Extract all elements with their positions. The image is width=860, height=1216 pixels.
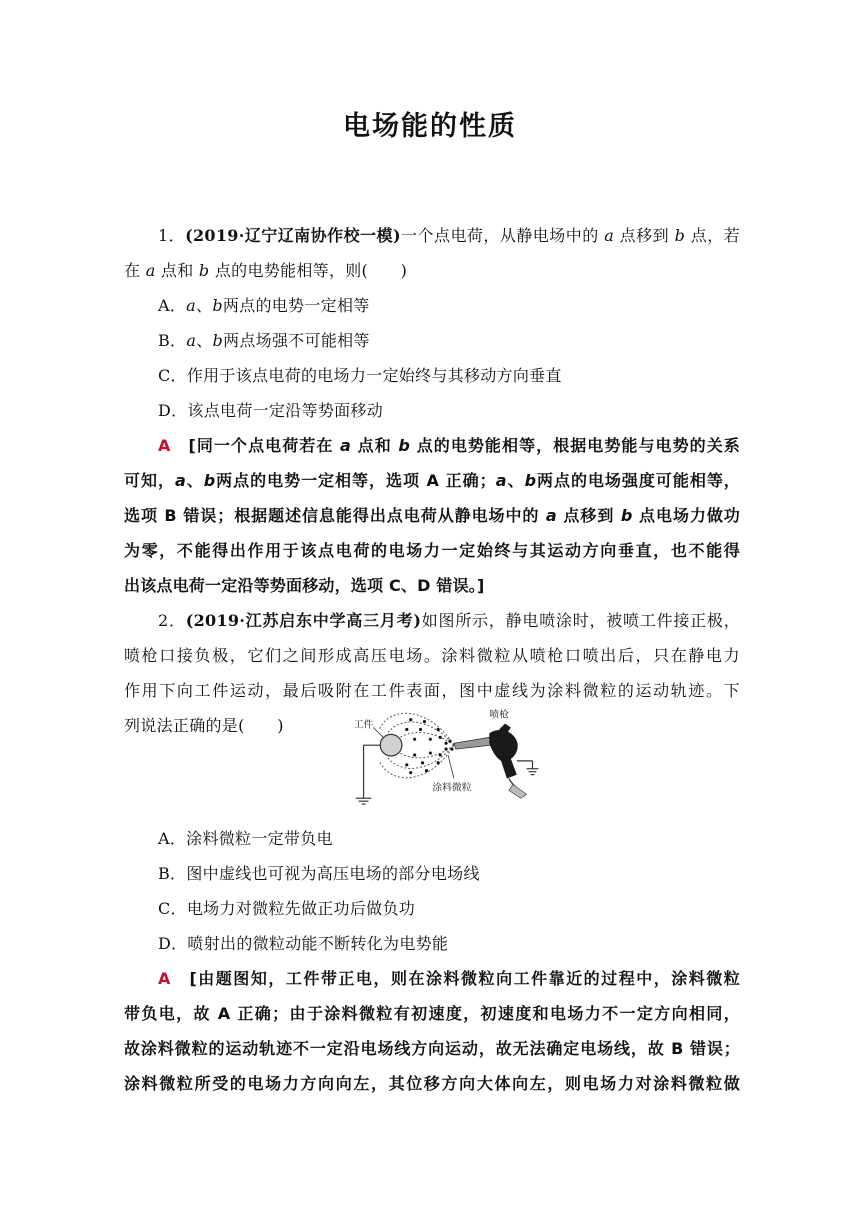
spray-diagram — [350, 700, 550, 810]
q1-answer-letter: A — [158, 436, 171, 455]
workpiece-ball — [380, 734, 402, 756]
q1-option-c: C．作用于该点电荷的电场力一定始终与其移动方向垂直 — [158, 366, 562, 385]
q1-explanation-line-2: 可知，a、b两点的电势一定相等，选项 A 正确；a、b两点的电场强度可能相等， — [124, 471, 740, 490]
q1-stem-line-2: 在 a 点和 b 点的电势能相等，则( ) — [124, 261, 408, 280]
q2-stem-line-3: 作用下向工件运动，最后吸附在工件表面，图中虚线为涂料微粒的运动轨迹。下 — [124, 681, 740, 700]
label-spray-gun: 喷枪 — [489, 709, 509, 721]
q2-explanation-line-2: 带负电，故 A 正确；由于涂料微粒有初速度，初速度和电场力不一定方向相同， — [124, 1004, 740, 1023]
q2-answer-letter: A — [158, 969, 171, 988]
q1-explanation-line-4: 为零，不能得出作用于该点电荷的电场力一定始终与其运动方向垂直，也不能得 — [124, 541, 740, 560]
q2-stem-line-4: 列说法正确的是( ) — [124, 716, 284, 735]
q1-stem-line-1: 1．(2019·辽宁辽南协作校一模)一个点电荷，从静电场中的 a 点移到 b 点，若 — [158, 226, 740, 245]
q2-explanation-line-3: 故涂料微粒的运动轨迹不一定沿电场线方向运动，故无法确定电场线，故 B 错误； — [124, 1039, 740, 1058]
label-coating-particle: 涂料微粒 — [432, 782, 472, 794]
q1-explanation-line-1: A [同一个点电荷若在 a 点和 b 点的电势能相等，根据电势能与电势的关系 — [158, 436, 740, 455]
q2-option-c: C．电场力对微粒先做正功后做负功 — [158, 899, 416, 918]
page-title: 电场能的性质 — [343, 111, 517, 142]
q2-explanation-line-4: 涂料微粒所受的电场力方向向左，其位移方向大体向左，则电场力对涂料微粒做 — [124, 1074, 740, 1093]
q1-option-b: B．a、b两点场强不可能相等 — [158, 331, 370, 350]
q1-option-d: D．该点电荷一定沿等势面移动 — [158, 401, 384, 420]
q2-option-a: A．涂料微粒一定带负电 — [158, 829, 333, 848]
q2-stem-line-1: 2．(2019·江苏启东中学高三月考)如图所示，静电喷涂时，被喷工件接正极， — [158, 611, 741, 630]
q1-option-a: A．a、b两点的电势一定相等 — [158, 296, 370, 315]
q2-explanation-line-1: A [由题图知，工件带正电，则在涂料微粒向工件靠近的过程中，涂料微粒 — [158, 969, 740, 988]
label-workpiece: 工件 — [353, 719, 374, 731]
q2-option-b: B．图中虚线也可视为高压电场的部分电场线 — [158, 864, 480, 883]
q2-stem-line-2: 喷枪口接负极，它们之间形成高压电场。涂料微粒从喷枪口喷出后，只在静电力 — [124, 646, 740, 665]
coating-particles — [405, 718, 453, 774]
q1-explanation-line-3: 选项 B 错误；根据题述信息能得出点电荷从静电场中的 a 点移到 b 点电场力做功 — [124, 506, 740, 525]
q2-option-d: D．喷射出的微粒动能不断转化为电势能 — [158, 934, 449, 953]
q1-explanation-line-5: 出该点电荷一定沿等势面移动，选项 C、D 错误。] — [124, 576, 485, 595]
